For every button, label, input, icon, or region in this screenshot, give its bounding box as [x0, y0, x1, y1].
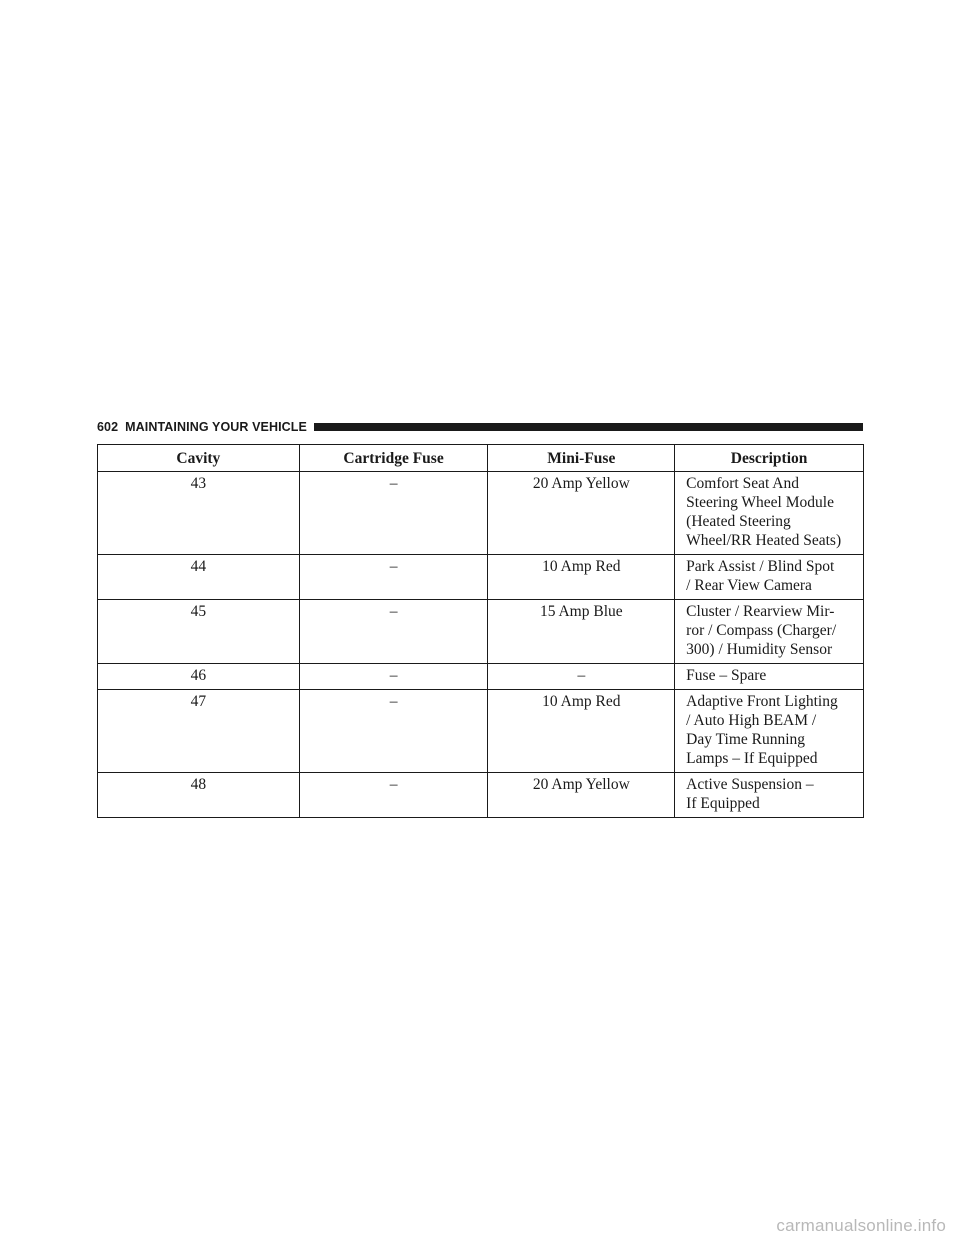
cavity-cell: 44 — [98, 555, 300, 600]
description-cell: Cluster / Rearview Mir- ror / Compass (Charger/ 300) / Humidity Sensor — [675, 600, 864, 664]
table-row — [98, 773, 864, 818]
mini-fuse-cell: 20 Amp Yellow — [488, 773, 675, 818]
page-number: 602 — [97, 420, 119, 434]
column-header-description: Description — [675, 445, 864, 472]
page-header — [97, 419, 863, 435]
table-row — [98, 555, 864, 600]
column-header-cartridge-fuse: Cartridge Fuse — [299, 445, 488, 472]
table-row — [98, 472, 864, 555]
watermark: carmanualsonline.info — [776, 1216, 946, 1235]
cartridge-fuse-cell: – — [299, 664, 488, 690]
cartridge-fuse-cell: – — [299, 555, 488, 600]
table-header-row — [98, 445, 864, 472]
mini-fuse-cell: 10 Amp Red — [488, 690, 675, 773]
cavity-cell: 43 — [98, 472, 300, 555]
table-row — [98, 664, 864, 690]
mini-fuse-cell: 20 Amp Yellow — [488, 472, 675, 555]
mini-fuse-cell: – — [488, 664, 675, 690]
section-title: MAINTAINING YOUR VEHICLE — [125, 420, 307, 434]
fuse-table — [97, 444, 864, 818]
cartridge-fuse-cell: – — [299, 690, 488, 773]
description-cell: Active Suspension – If Equipped — [675, 773, 864, 818]
description-cell: Adaptive Front Lighting / Auto High BEAM / Day Time Running Lamps – If Equipped — [675, 690, 864, 773]
cartridge-fuse-cell: – — [299, 472, 488, 555]
column-header-cavity: Cavity — [98, 445, 300, 472]
cartridge-fuse-cell: – — [299, 773, 488, 818]
cavity-cell: 46 — [98, 664, 300, 690]
table-row — [98, 600, 864, 664]
cavity-cell: 48 — [98, 773, 300, 818]
column-header-mini-fuse: Mini-Fuse — [488, 445, 675, 472]
mini-fuse-cell: 15 Amp Blue — [488, 600, 675, 664]
mini-fuse-cell: 10 Amp Red — [488, 555, 675, 600]
header-rule — [314, 423, 863, 431]
table-row — [98, 690, 864, 773]
description-cell: Comfort Seat And Steering Wheel Module (Heated Steering Wheel/RR Heated Seats) — [675, 472, 864, 555]
cavity-cell: 45 — [98, 600, 300, 664]
description-cell: Park Assist / Blind Spot / Rear View Camera — [675, 555, 864, 600]
cartridge-fuse-cell: – — [299, 600, 488, 664]
cavity-cell: 47 — [98, 690, 300, 773]
description-cell: Fuse – Spare — [675, 664, 864, 690]
